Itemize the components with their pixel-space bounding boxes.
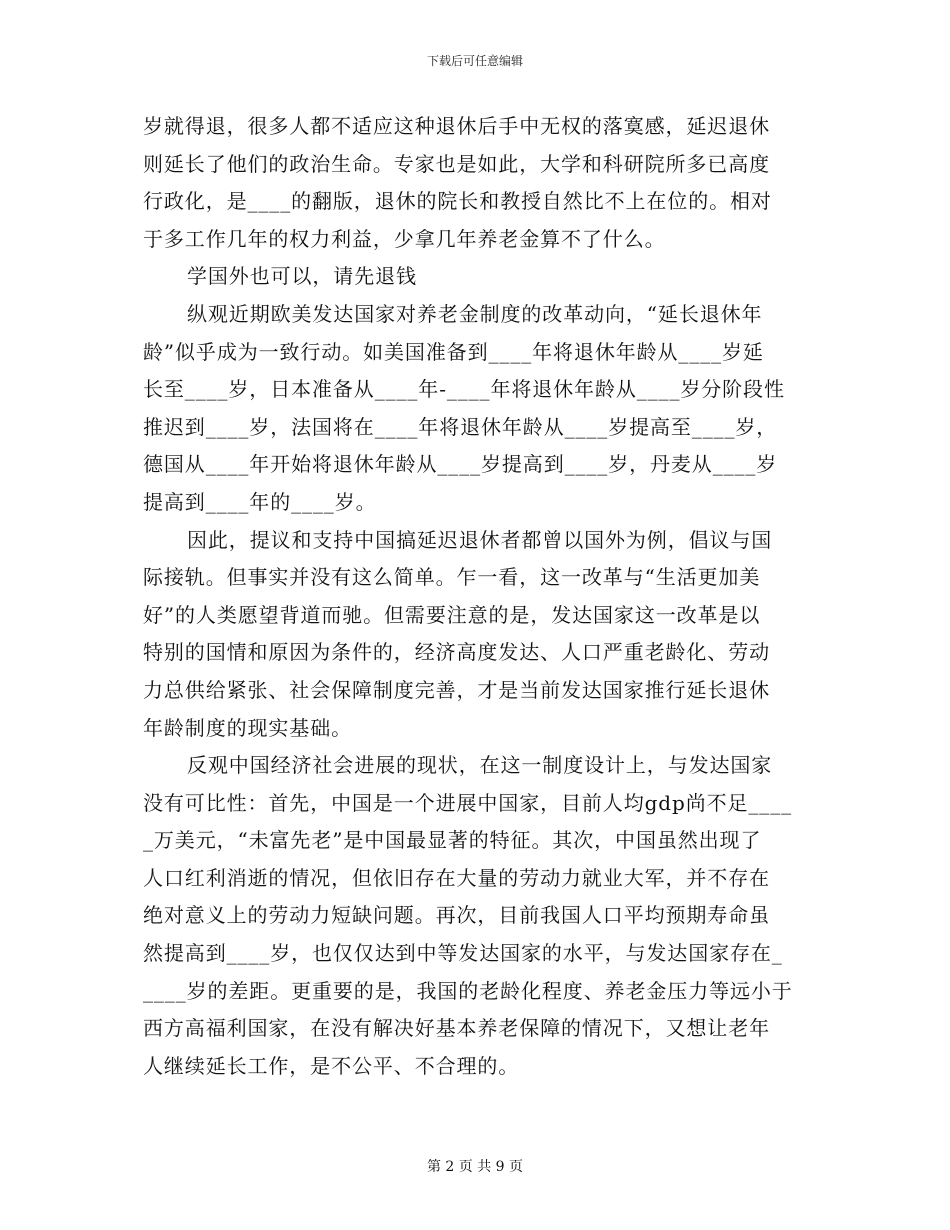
- text-line: 年龄制度的现实基础。: [143, 715, 352, 740]
- text-line: ____岁的差距。更重要的是，我国的老龄化程度、养老金压力等远小于: [143, 978, 793, 1003]
- text-line: 长至____岁，日本准备从____年-____年将退休年龄从____岁分阶段性: [143, 377, 785, 402]
- text-line: 西方高福利国家，在没有解决好基本养老保障的情况下，又想让老年: [143, 1016, 770, 1041]
- text-line: 绝对意义上的劳动力短缺问题。再次，目前我国人口平均预期寿命虽: [143, 903, 770, 928]
- text-line: 人继续延长工作，是不公平、不合理的。: [143, 1053, 520, 1078]
- text-line: 推迟到____岁，法国将在____年将退休年龄从____岁提高至____岁，: [143, 414, 778, 439]
- text-line: 没有可比性：首先，中国是一个进展中国家，目前人均gdp尚不足____: [143, 790, 793, 815]
- section-heading: 学国外也可以，请先退钱: [187, 264, 417, 289]
- text-line: 好”的人类愿望背道而驰。但需要注意的是，发达国家这一改革是以: [143, 602, 761, 627]
- text-line: 力总供给紧张、社会保障制度完善，才是当前发达国家推行延长退休: [143, 677, 770, 702]
- text-line: 行政化，是____的翻版，退休的院长和教授自然比不上在位的。相对: [143, 189, 772, 214]
- text-line: 际接轨。但事实并没有这么简单。乍一看，这一改革与“生活更加美: [143, 565, 761, 590]
- text-line: 德国从____年开始将退休年龄从____岁提高到____岁，丹麦从____岁: [143, 452, 778, 477]
- document-body: [143, 108, 807, 1085]
- text-line: 岁就得退，很多人都不适应这种退休后手中无权的落寞感，延迟退休: [143, 114, 770, 138]
- text-line: 反观中国经济社会进展的现状，在这一制度设计上，与发达国家: [187, 753, 773, 778]
- text-line: 人口红利消逝的情况，但依旧存在大量的劳动力就业大军，并不存在: [143, 865, 770, 890]
- text-line: 提高到____年的____岁。: [143, 489, 377, 514]
- text-line: 于多工作几年的权力利益，少拿几年养老金算不了什么。: [143, 226, 666, 251]
- text-line: 因此，提议和支持中国搞延迟退休者都曾以国外为例，倡议与国: [187, 527, 773, 552]
- page-header: 下载后可任意编辑: [426, 54, 523, 68]
- text-line: 特别的国情和原因为条件的，经济高度发达、人口严重老龄化、劳动: [143, 640, 770, 665]
- text-line: 龄”似乎成为一致行动。如美国准备到____年将退休年龄从____岁延: [143, 339, 764, 364]
- text-line: _万美元，“未富先老”是中国最显著的特征。其次，中国虽然出现了: [143, 828, 762, 853]
- page-number-footer: 第 2 页 共 9 页: [426, 1159, 524, 1175]
- text-line: 然提高到____岁，也仅仅达到中等发达国家的水平，与发达国家存在_: [143, 941, 783, 966]
- text-line: 纵观近期欧美发达国家对养老金制度的改革动向，“延长退休年: [187, 301, 763, 326]
- text-line: 则延长了他们的政治生命。专家也是如此，大学和科研院所多已高度: [143, 151, 770, 176]
